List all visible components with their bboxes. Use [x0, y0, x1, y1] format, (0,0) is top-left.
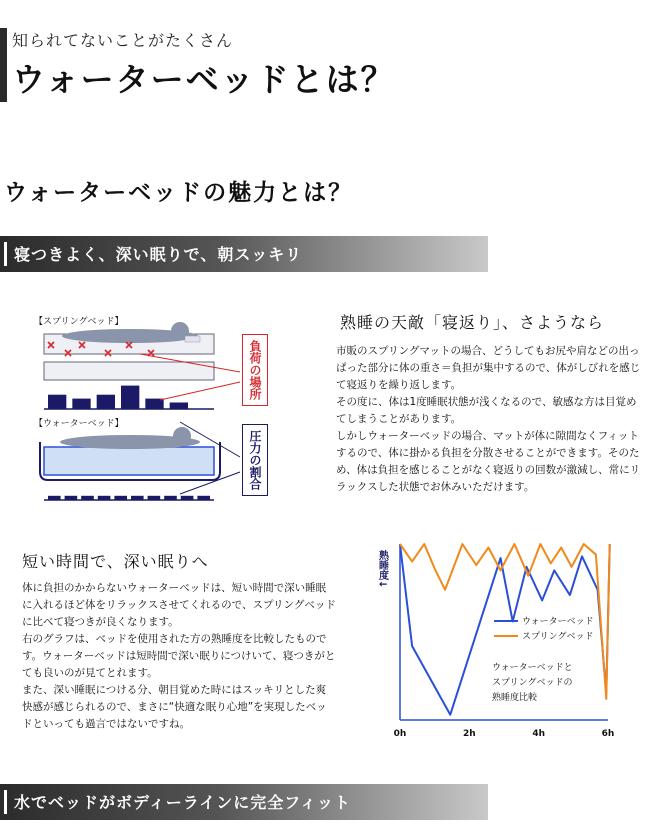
spring-pressure-bars [48, 386, 188, 409]
x-tick-label: 2h [462, 729, 476, 739]
load-location-label: 負荷の場所 [242, 334, 268, 406]
block2-body [22, 580, 336, 733]
x-tick-label: 4h [532, 729, 546, 739]
chart-annotation-line: 熟睡度比較 [492, 693, 538, 703]
block2-heading: 短い時間で、深い眠りへ [22, 552, 209, 571]
pressure-bar [97, 395, 115, 409]
pressure-bar [170, 403, 188, 410]
x-tick-label: 6h [601, 729, 615, 739]
series-line-water [400, 544, 610, 715]
sleep-depth-chart [372, 536, 634, 742]
section-title: ウォーターベッドの魅力とは？ [4, 179, 354, 206]
block1-heading: 熟睡の天敵「寝返り」、さようなら [340, 313, 605, 332]
page-title: ウォーターベッドとは？ [12, 60, 396, 99]
pressure-ratio-label: 圧力の割合 [242, 424, 268, 496]
header-subtitle: 知られてないことがたくさん [12, 31, 234, 50]
water-bed-label: 【ウォーターベッド】 [34, 419, 124, 429]
chart-y-label: 熟睡度↓ [376, 550, 388, 589]
block1-paragraph: その度に、体は1度睡眠状態が浅くなるので、敏感な方は目覚めてしまうことがあります。 [336, 396, 637, 425]
block2-paragraph: 右のグラフは、ベッドを使用された方の熟睡度を比較したものです。ウォーターベッドは短時間で深い眠りにつけいて、寝つきがとても良いのが見てとれます。 [22, 633, 336, 679]
block1-paragraph: 市販のスプリングマットの場合、どうしてもお尻や肩などの出っぱった部分に体の重さ＝負担が集中するので、体がしびれを感じて寝返りを繰り返します。 [336, 345, 641, 391]
x-tick-label: 0h [393, 729, 407, 739]
chart-annotation-line: スプリングベッドの [492, 678, 573, 688]
section-band-1 [0, 236, 488, 272]
pressure-bar [121, 386, 139, 409]
block1-paragraph: しかしウォーターベッドの場合、マットが体に隙間なくフィットするので、体に掛かる負担を分散させることができます。そのため、体は負担を感じることがなく寝返りの回数が激減し、常にリラックスした状態でお休みいただけます。 [336, 430, 641, 493]
section-band-2 [0, 784, 488, 820]
section-band-2-label: 水でベッドがボディーラインに完全フィット [14, 793, 351, 812]
header-accent-bar [0, 28, 7, 102]
legend-label-spring: スプリングベッド [522, 632, 594, 642]
chart-legend [494, 616, 594, 642]
legend-label-water: ウォーターベッド [522, 617, 594, 627]
water-body-figure [60, 427, 200, 449]
section-band-1-label: 寝つきよく、深い眠りで、朝スッキリ [14, 245, 303, 264]
block1-body [336, 343, 644, 496]
pressure-bar [72, 399, 90, 409]
spring-bed-label: 【スプリングベッド】 [34, 317, 124, 327]
block2-paragraph: また、深い睡眠につける分、朝目覚めた時にはスッキリとした爽快感が感じられるので、まさに“快適な眠り心地”を実現したベッドといっても過言ではないですね。 [22, 684, 327, 730]
chart-annotation-line: ウォーターベッドと [492, 663, 573, 673]
block2-paragraph: 体に負担のかからないウォーターベッドは、短い時間で深い睡眠に入れるほど体をリラックスさせてくれるので、スプリングベッドに比べて寝つきが良くなります。 [22, 582, 336, 628]
pressure-bar [48, 395, 66, 409]
